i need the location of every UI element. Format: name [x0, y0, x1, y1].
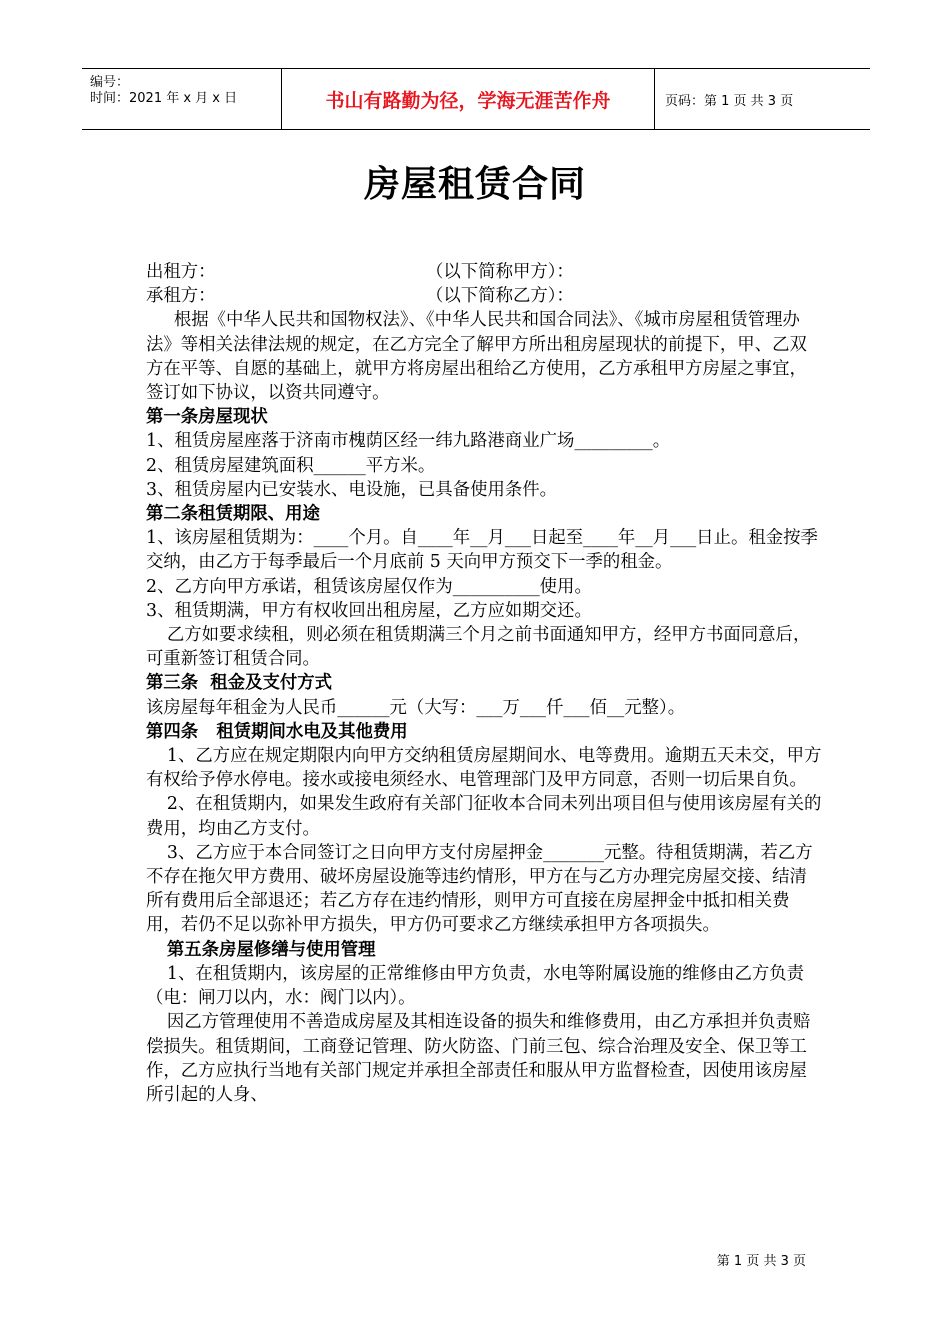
section-1-heading: 第一条房屋现状: [146, 407, 268, 428]
document-title: 房屋租赁合同: [363, 164, 586, 205]
lessor-label: 出租方：: [146, 262, 216, 282]
section-2-item-2: 2、乙方向甲方承诺，租赁该房屋仅作为__________使用。: [146, 576, 592, 597]
time-label: 时间：2021 年 x 月 x 日: [90, 91, 238, 106]
header-meta: [82, 69, 282, 129]
number-label: 编号：: [90, 75, 130, 90]
lessor-alias: （以下简称甲方）：: [426, 262, 574, 282]
section-4-heading: 第四条 租赁期间水电及其他费用: [146, 721, 408, 742]
section-4-item-2: 2、在租赁期内，如果发生政府有关部门征收本合同未列出项目但与使用该房屋有关的费用，均由乙方支付。: [146, 794, 822, 839]
section-2-item-1: 1、该房屋租赁期为：____个月。自____年__月___日起至____年__月___日止。租金按季交纳，由乙方于每季最后一个月底前 5 天向甲方预交下一季的租金。: [146, 528, 818, 573]
section-2-renewal: 乙方如要求续租，则必须在租赁期满三个月之前书面通知甲方，经甲方书面同意后，可重新签订租赁合同。: [146, 625, 811, 670]
section-2-heading: 第二条租赁期限、用途: [146, 504, 320, 525]
contract-body: [146, 260, 822, 1107]
lessee-label: 承租方：: [146, 286, 216, 307]
section-5-heading: 第五条房屋修缮与使用管理: [166, 939, 376, 960]
lessee-line: [146, 284, 822, 308]
section-1-item-3: 3、租赁房屋内已安装水、电设施，已具备使用条件。: [146, 479, 558, 500]
section-3-rent: 该房屋每年租金为人民币______元（大写：___万___仟___佰__元整）。: [146, 697, 686, 718]
section-3-heading: 第三条 租金及支付方式: [146, 673, 333, 694]
section-1-item-2: 2、租赁房屋建筑面积______平方米。: [146, 455, 436, 476]
section-5-item-2: 因乙方管理使用不善造成房屋及其相连设备的损失和维修费用，由乙方承担并负责赔偿损失。租赁期间，工商登记管理、防火防盗、门前三包、综合治理及安全、保卫等工作，乙方应执行当地有关部门规定并承担全部责任和服从甲方监督检查，因使用该房屋所引起的人身、: [146, 1012, 811, 1105]
section-4-item-3: 3、乙方应于本合同签订之日向甲方支付房屋押金_______元整。待租赁期满，若乙方不存在拖欠甲方费用、破坏房屋设施等违约情形，甲方在与乙方办理完房屋交接、结清所有费用后全部退还；若乙方存在违约情形，则甲方可直接在房屋押金中抵扣相关费用，若仍不足以弥补甲方损失，甲方仍可要求乙方继续承担甲方各项损失。: [146, 842, 813, 936]
header-page-info: 页码：第 1 页 共 3 页: [665, 93, 794, 109]
intro-paragraph: 根据《中华人民共和国物权法》、《中华人民共和国合同法》、《城市房屋租赁管理办法》等相关法律法规的规定，在乙方完全了解甲方所出租房屋现状的前提下，甲、乙双方在平等、自愿的基础上，就甲方将房屋出租给乙方使用，乙方承租甲方房屋之事宜，签订如下协议，以资共同遵守。: [146, 310, 807, 404]
section-2-item-3: 3、租赁期满，甲方有权收回出租房屋，乙方应如期交还。: [146, 600, 592, 621]
section-4-item-1: 1、乙方应在规定期限内向甲方交纳租赁房屋期间水、电等费用。逾期五天未交，甲方有权给予停水停电。接水或接电须经水、电管理部门及甲方同意，否则一切后果自负。: [146, 746, 822, 791]
header-motto: 书山有路勤为径，学海无涯苦作舟: [282, 69, 655, 129]
section-1-item-1: 1、租赁房屋座落于济南市槐荫区经一纬九路港商业广场_________。: [146, 431, 671, 452]
lessor-line: [146, 260, 822, 284]
page-header: [82, 68, 870, 130]
section-5-item-1: 1、在租赁期内，该房屋的正常维修由甲方负责，水电等附属设施的维修由乙方负责（电：闸刀以内，水：阀门以内）。: [146, 963, 805, 1009]
page-footer: 第 1 页 共 3 页: [716, 1254, 806, 1269]
lessee-alias: （以下简称乙方）：: [426, 286, 574, 307]
